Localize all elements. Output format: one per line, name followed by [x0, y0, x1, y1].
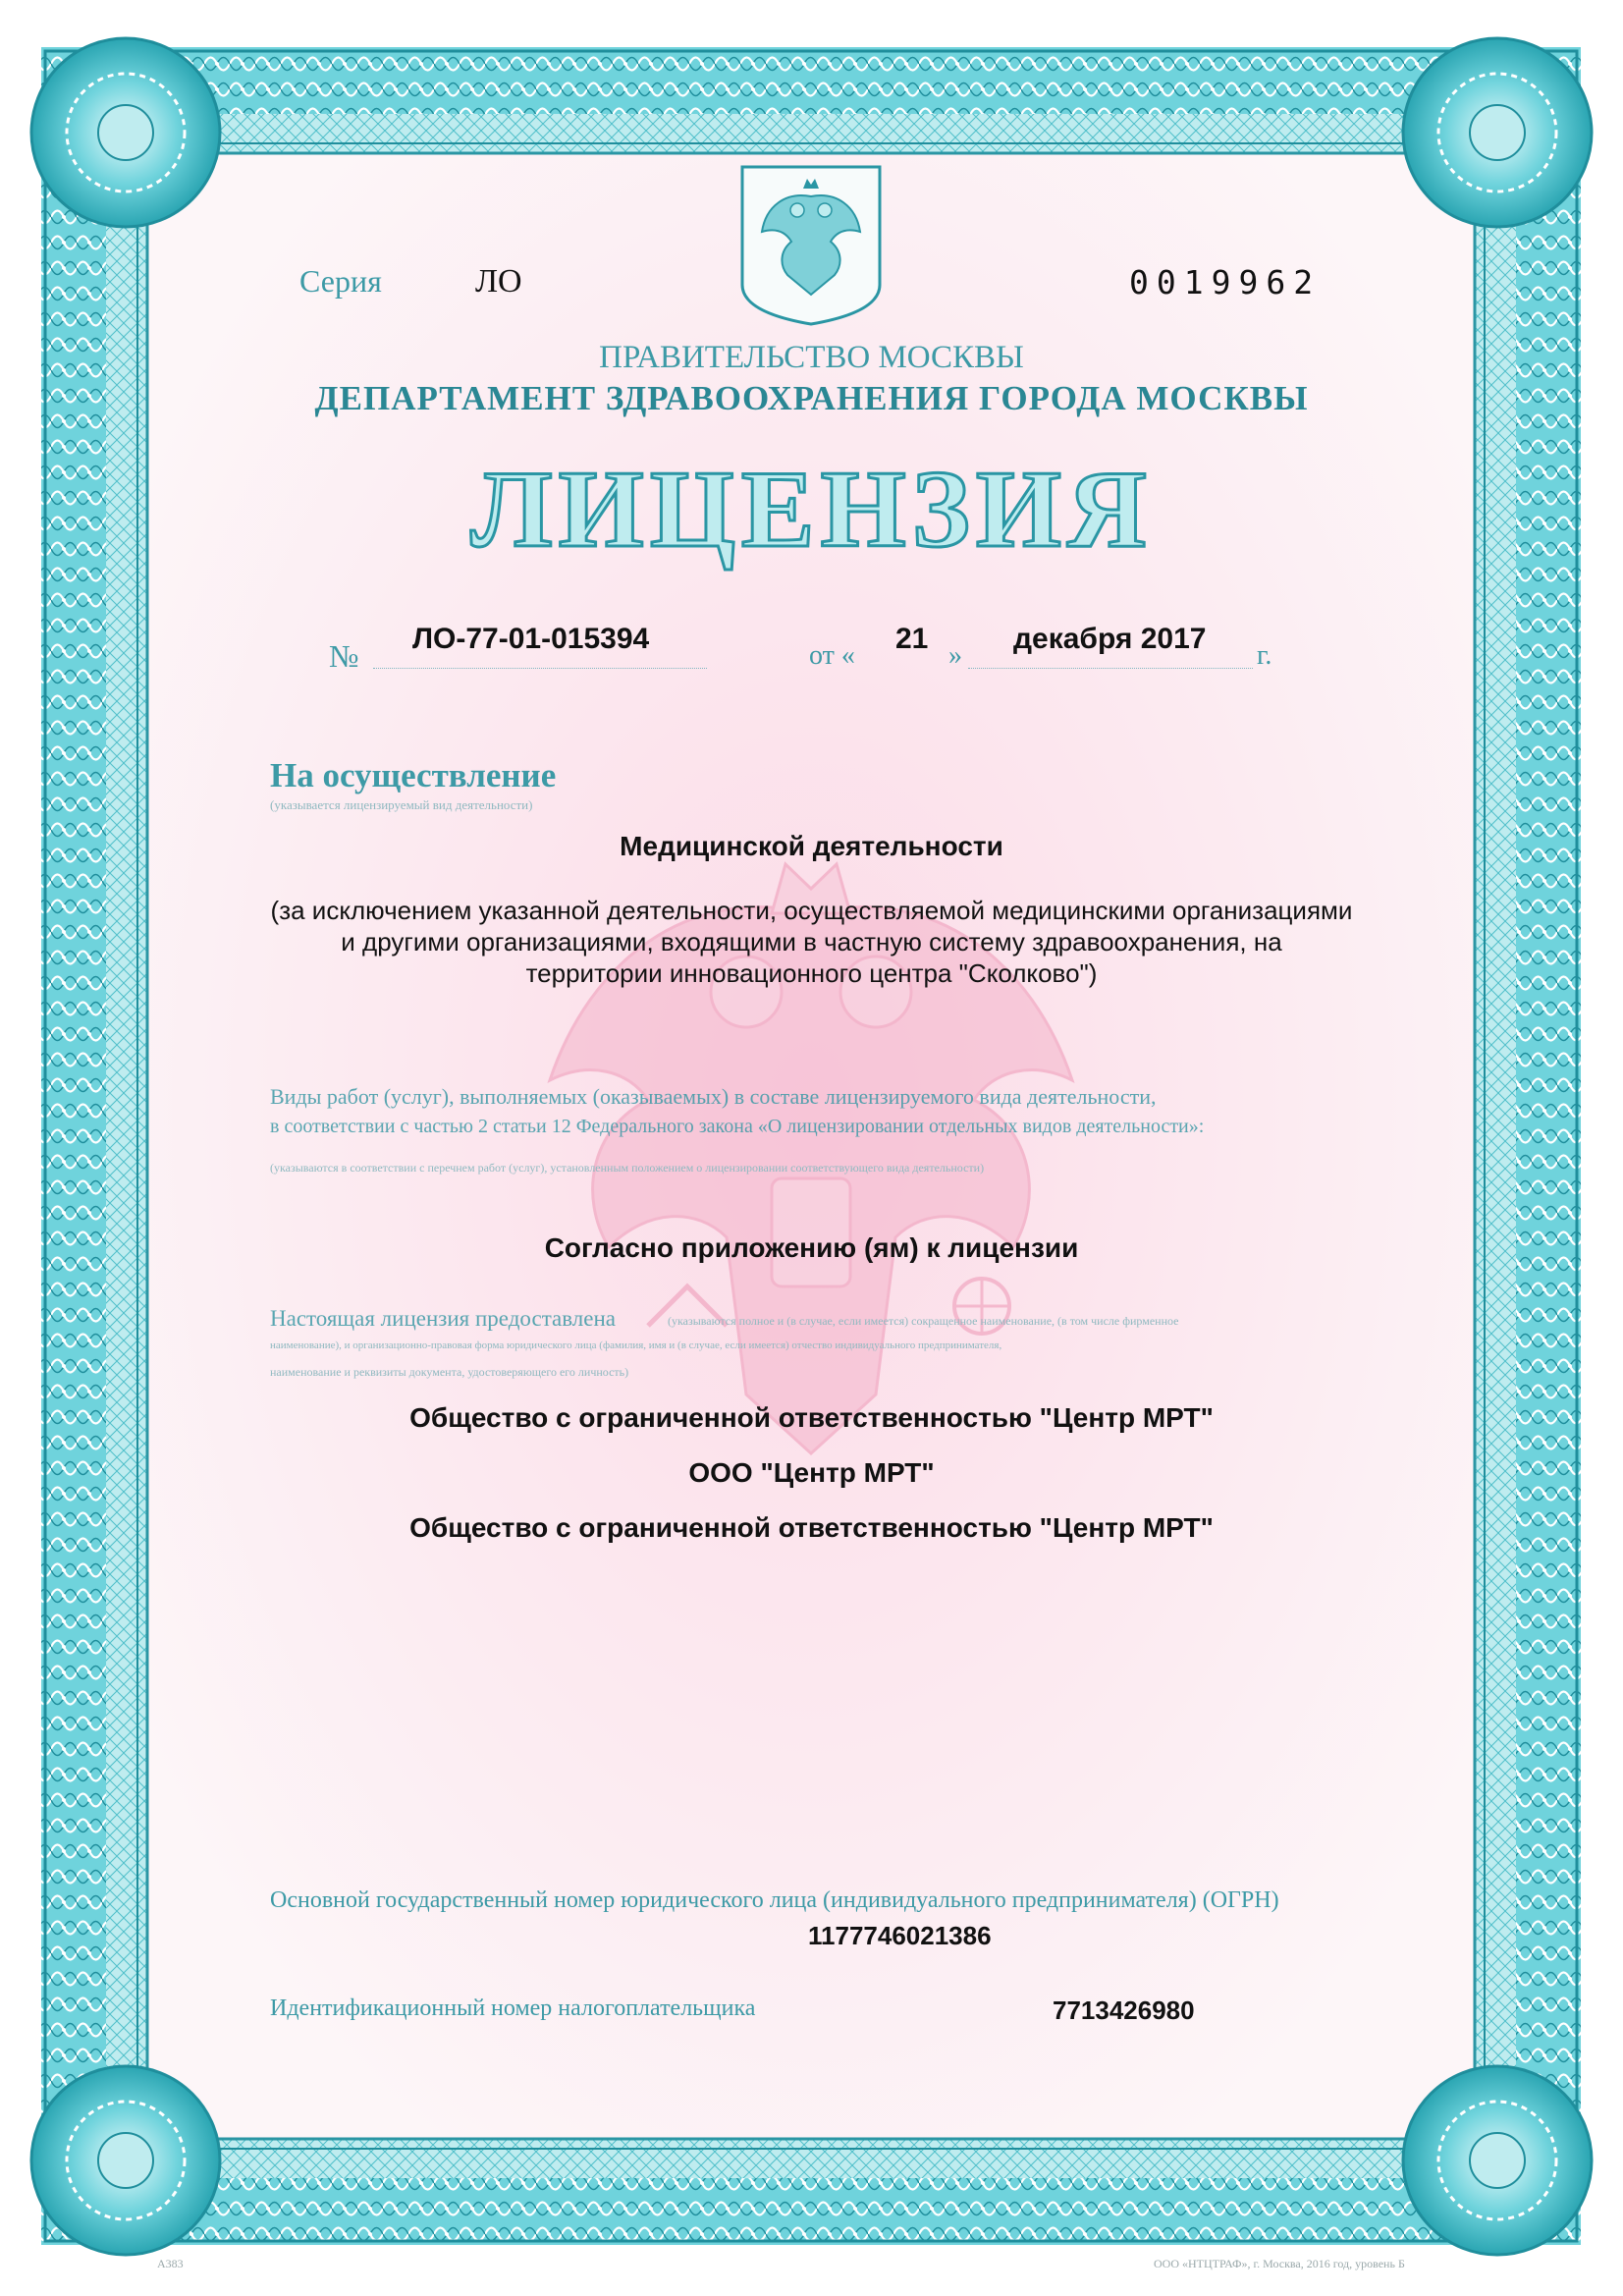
coat-of-arms-icon	[742, 167, 880, 324]
footer-printer: ООО «НТЦТРАФ», г. Москва, 2016 год, уровень Б	[1154, 2257, 1405, 2270]
serial-number: 0019962	[1129, 263, 1322, 301]
works-label-line2: в соответствии с частью 2 статьи 12 Федерального закона «О лицензировании отдельных видов деятельности»:	[270, 1116, 1205, 1137]
license-number: ЛО-77-01-015394	[412, 623, 650, 655]
holder-hint-line2: наименование), и организационно-правовая форма юридического лица (фамилия, имя и (в случае, если имеется) отчество индивидуального предпринимателя,	[270, 1339, 1002, 1351]
corner-rosette-top-right	[1403, 38, 1592, 227]
corner-rosette-bottom-left	[31, 2066, 220, 2255]
number-sign: №	[329, 638, 359, 674]
corner-rosette-bottom-right	[1403, 2066, 1592, 2255]
activity-value: Медицинской деятельности	[620, 831, 1003, 861]
works-label-line1: Виды работ (услуг), выполняемых (оказываемых) в составе лицензируемого вида деятельности,	[270, 1084, 1157, 1109]
footer-left-code: А383	[157, 2257, 184, 2270]
works-value: Согласно приложению (ям) к лицензии	[544, 1232, 1079, 1263]
activity-hint: (указывается лицензируемый вид деятельности)	[270, 797, 533, 812]
department-title: ДЕПАРТАМЕНТ ЗДРАВООХРАНЕНИЯ ГОРОДА МОСКВЫ	[314, 379, 1309, 417]
series-value: ЛО	[475, 263, 522, 300]
inn-value: 7713426980	[1053, 1995, 1195, 2025]
date-quote-close: »	[948, 640, 962, 671]
series-label: Серия	[299, 263, 382, 299]
activity-note-line2: и другими организациями, входящими в частную систему здравоохранения, на	[341, 927, 1282, 957]
license-month-year: декабря 2017	[1013, 623, 1207, 655]
activity-note-line1: (за исключением указанной деятельности, осуществляемой медицинскими организациями	[270, 896, 1353, 925]
license-day: 21	[895, 623, 929, 655]
holder-full-name: Общество с ограниченной ответственностью "Центр МРТ"	[409, 1402, 1214, 1433]
activity-label: На осуществление	[270, 756, 557, 794]
ogrn-value: 1177746021386	[808, 1921, 992, 1950]
document-title: ЛИЦЕНЗИЯ	[470, 449, 1153, 571]
activity-note-line3: территории инновационного центра "Сколково")	[525, 958, 1098, 988]
holder-hint-line3: наименование и реквизиты документа, удостоверяющего его личность)	[270, 1365, 629, 1379]
government-title: ПРАВИТЕЛЬСТВО МОСКВЫ	[599, 340, 1024, 375]
date-from-label: от «	[809, 640, 855, 671]
ogrn-label: Основной государственный номер юридического лица (индивидуального предпринимателя) (ОГРН)	[270, 1887, 1279, 1913]
year-suffix: г.	[1257, 640, 1272, 671]
holder-label: Настоящая лицензия предоставлена	[270, 1306, 616, 1331]
holder-hint-line1: (указываются полное и (в случае, если имеется) сокращенное наименование, (в том числе фирменное	[668, 1314, 1179, 1328]
number-underline	[373, 668, 707, 669]
inn-label: Идентификационный номер налогоплательщика	[270, 1995, 756, 2021]
date-underline	[968, 668, 1253, 669]
corner-rosette-top-left	[31, 38, 220, 227]
holder-short-name: ООО "Центр МРТ"	[688, 1457, 935, 1488]
works-hint: (указываются в соответствии с перечнем работ (услуг), установленным положением о лицензировании соответствующего вида деятельности)	[270, 1161, 985, 1175]
holder-brand-name: Общество с ограниченной ответственностью "Центр МРТ"	[409, 1512, 1214, 1543]
